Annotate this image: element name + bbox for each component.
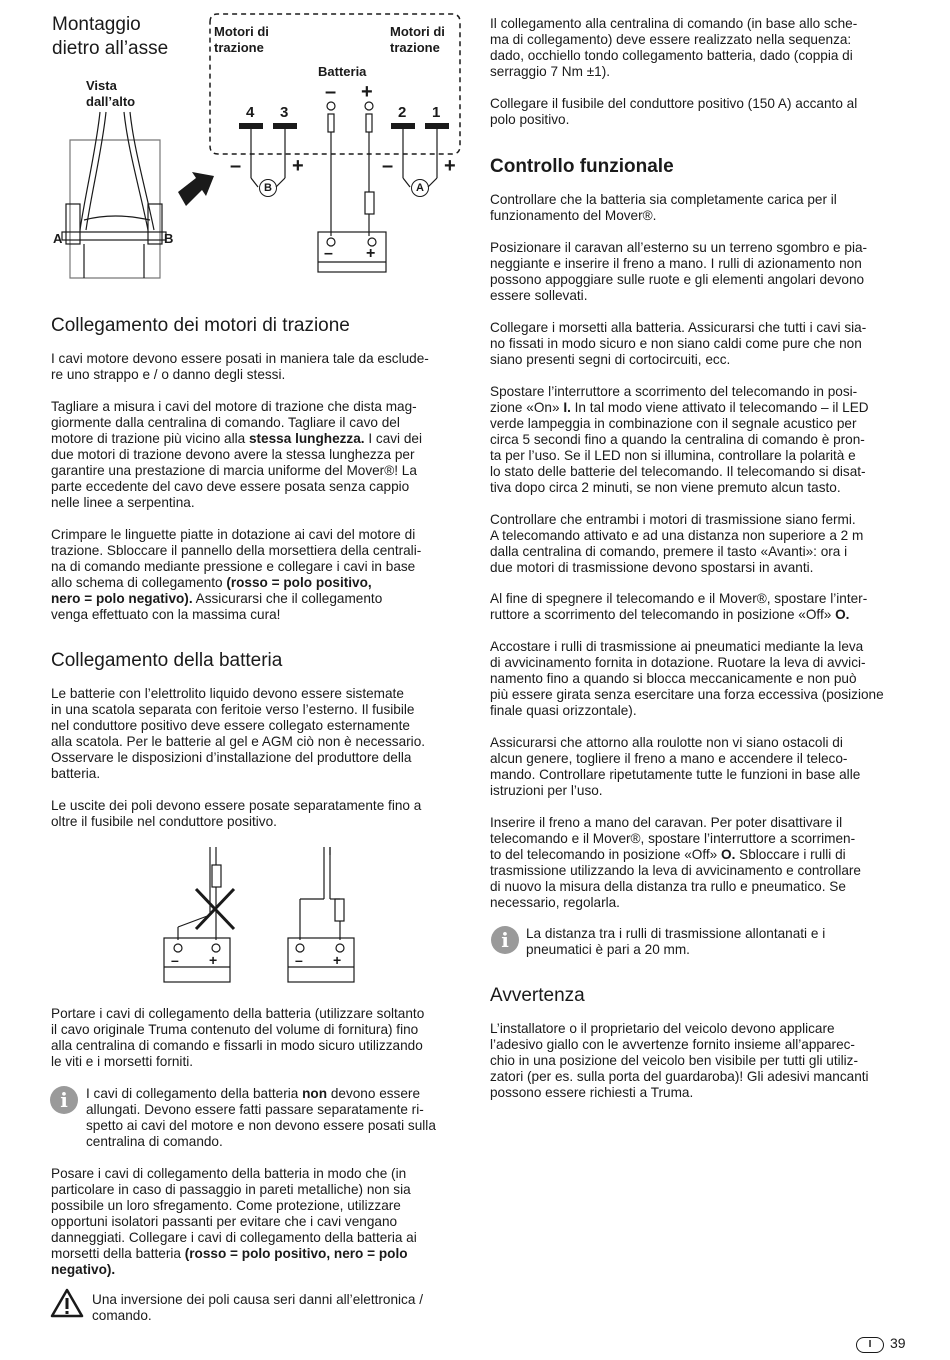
info-distance: La distanza tra i rulli di trasmissione allontanati e i pneumatici è pari a 20 mm. [526,926,826,957]
info-icon: i [50,1086,78,1114]
para-sticker: L’installatore o il proprietario del veicolo devono applicare l’adesivo giallo con le avvertenze fornito insieme all’apparec- chio in una posizione del veicolo ben visibile per tutti gli utiliz- zatori (per es. sulla porta del guardaroba)! Gli adesivi mancanti possono essere richiesti a Truma. [490,1021,869,1100]
motor-a-circle: A [411,179,429,197]
motor-b-plus: + [292,155,304,177]
wiring-right-plus: + [333,952,342,968]
battery-minus: – [325,81,337,103]
motor-b-circle: B [259,179,277,197]
figure-top [0,0,470,300]
motors-left-label: Motori di trazione [214,24,269,55]
para-test-functions: Assicurarsi che attorno alla roulotte non vi siano ostacoli di alcun genere, togliere il freno a mano e accendere il teleco- mando. Controllare ripetutamente tutte le funzioni in base alle istruzioni per l’uso. [490,735,861,798]
para-lay-cables: Posare i cavi di collegamento della batteria in modo che (in particolare in caso di passaggio in pareti metalliche) non sia possibile un loro sfregamento. Come protezione, utilizzare opportuni isolatori passanti per evitare che i cavi vengano danneggiati. Collegare i cavi di collegamento della batteria ai morsetti della batteria (rosso = polo positivo, nero = polo negativo). [51,1166,417,1277]
terminal-1: 1 [432,104,441,121]
info-icon: i [491,926,519,954]
battery-label: Batteria [318,64,367,79]
figure-title: Montaggio dietro all’asse [52,14,169,59]
heading-battery: Collegamento della batteria [51,650,283,671]
terminal-2: 2 [398,104,407,121]
para-connection-sequence: Il collegamento alla centralina di comando (in base allo sche- ma di collegamento) deve essere realizzato nella sequenza: dado, occhiello tondo collegamento batteria, dado (coppia di serraggio 7 Nm ±1). [490,16,858,79]
para-battery-box: Le batterie con l’elettrolito liquido devono essere sistemate in una scatola separata con feritoie verso l’esterno. Il fusibile nel conduttore positivo deve essere collegato esternamente alla scatola. Per le batterie al gel e AGM ciò non è necessario. Osservare le disposizioni d’installazione del produttore della batteria. [51,686,426,781]
axle-label-b: B [164,231,174,246]
heading-function-check: Controllo funzionale [490,156,674,177]
heading-motors: Collegamento dei motori di trazione [51,315,350,336]
para-switch-off: Al fine di spegnere il telecomando e il Mover®, spostare l’inter- ruttore a scorrimento del telecomando in posizione «Off» O. [490,591,868,622]
para-battery-charged: Controllare che la batteria sia completamente carica per il funzionamento del Mover®. [490,192,837,223]
terminal-4: 4 [246,104,255,121]
battery-box-plus: + [366,245,376,262]
wiring-wrong-plus: + [209,952,218,968]
language-badge: I [856,1337,884,1353]
motor-a-minus: – [382,155,394,177]
wiring-right-minus: – [295,952,303,968]
para-pole-outputs: Le uscite dei poli devono essere posate separatamente fino a oltre il fusibile nel conduttore positivo. [51,798,422,829]
battery-box-minus: – [324,245,333,262]
para-engage-rollers: Accostare i rulli di trasmissione ai pneumatici mediante la leva di avvicinamento fornita in dotazione. Ruotare la leva di avvici- namento fino a quando si blocca meccanicamente e non può più essere girata senza esercitare una forza eccessiva (posizione finale quasi orizzontale). [490,639,884,718]
para-fuse: Collegare il fusibile del conduttore positivo (150 A) accanto al polo positivo. [490,96,858,127]
page-number: 39 [890,1335,906,1351]
para-route-cables: Portare i cavi di collegamento della batteria (utilizzare soltanto il cavo originale Truma contenuto del volume di fornitura) fino alla centralina di comando e fissarli in modo sicuro utilizzando le viti e i morsetti forniti. [51,1006,425,1069]
para-position-caravan: Posizionare il caravan all’esterno su un terreno sgombro e pia- neggiante e inserire il freno a mano. I rulli di azionamento non possono appoggiare sulle ruote e gli elementi angolari devono essere sollevati. [490,240,868,303]
para-cut-cables: Tagliare a misura i cavi del motore di trazione che dista mag- giormente dalla centralina di comando. Tagliare il cavo del motore di trazione più vicino alla stessa lunghezza. I cavi dei due motori di trazione devono avere la stessa lunghezza per garantire una prestazione di marcia uniforme del Mover®! La parte eccedente del cavo deve essere posata senza cappio nelle linee a serpentina. [51,399,422,510]
motor-a-plus: + [444,155,456,177]
info-no-extend: I cavi di collegamento della batteria non devono essere allungati. Devono essere fatti passare separatamente ri- spetto ai cavi del motore e non devono essere posati sulla centralina di comando. [86,1086,436,1149]
para-motor-cables: I cavi motore devono essere posati in maniera tale da esclude- re uno strappo e / o danno degli stessi. [51,351,429,382]
para-crimp: Crimpare le linguette piatte in dotazione ai cavi del motore di trazione. Sbloccare il pannello della morsettiera della centrali- na di comando mediante pressione e collegare i cavi in base allo schema di collegamento (rosso = polo positivo, nero = polo negativo). Assicurarsi che il collegamento venga effettuato con la massima cura! [51,527,422,622]
warning-icon [50,1288,84,1318]
para-check-motors: Controllare che entrambi i motori di trasmissione siano fermi. A telecomando attivato e ad una distanza non superiore a 2 m dalla centralina di comando, premere il tasto «Avanti»: ora i due motori di trasmissione devono spostarsi in avanti. [490,512,864,575]
view-label: Vista dall’alto [86,78,136,109]
warning-polarity: Una inversione dei poli causa seri danni all’elettronica / comando. [92,1292,423,1323]
para-handbrake: Inserire il freno a mano del caravan. Per poter disattivare il telecomando e il Mover®, spostare l’interruttore a scorrimen- to del telecomando in posizione «Off» O. Sbloccare i rulli di trasmissione utilizzando la leva di avvicinamento e controllare di nuovo la misura della distanza tra rullo e pneumatico. Se necessario, regolarla. [490,815,861,910]
motors-right-label: Motori di trazione [390,24,445,55]
para-connect-clamps: Collegare i morsetti alla batteria. Assicurarsi che tutti i cavi sia- no fissati in modo sicuro e non siano caldi come pure che non siano presenti segni di cortocircuiti, ecc. [490,320,867,367]
para-switch-on: Spostare l’interruttore a scorrimento del telecomando in posi- zione «On» I. In tal modo viene attivato il telecomando – il LED verde lampeggia in combinazione con il segnale acustico per circa 5 secondi fino a quando la centralina di comando è pron- ta per l’uso. Se il LED non si illumina, controllare la polarità e lo stato delle batterie del telecomando. Il telecomando si disat- tiva dopo circa 2 minuti, se non viene premuto alcun tasto. [490,384,869,495]
heading-warning: Avvertenza [490,985,585,1006]
axle-label-a: A [53,231,63,246]
battery-plus: + [361,81,373,103]
motor-b-minus: – [230,155,242,177]
terminal-3: 3 [280,104,289,121]
wiring-wrong-minus: – [171,952,179,968]
